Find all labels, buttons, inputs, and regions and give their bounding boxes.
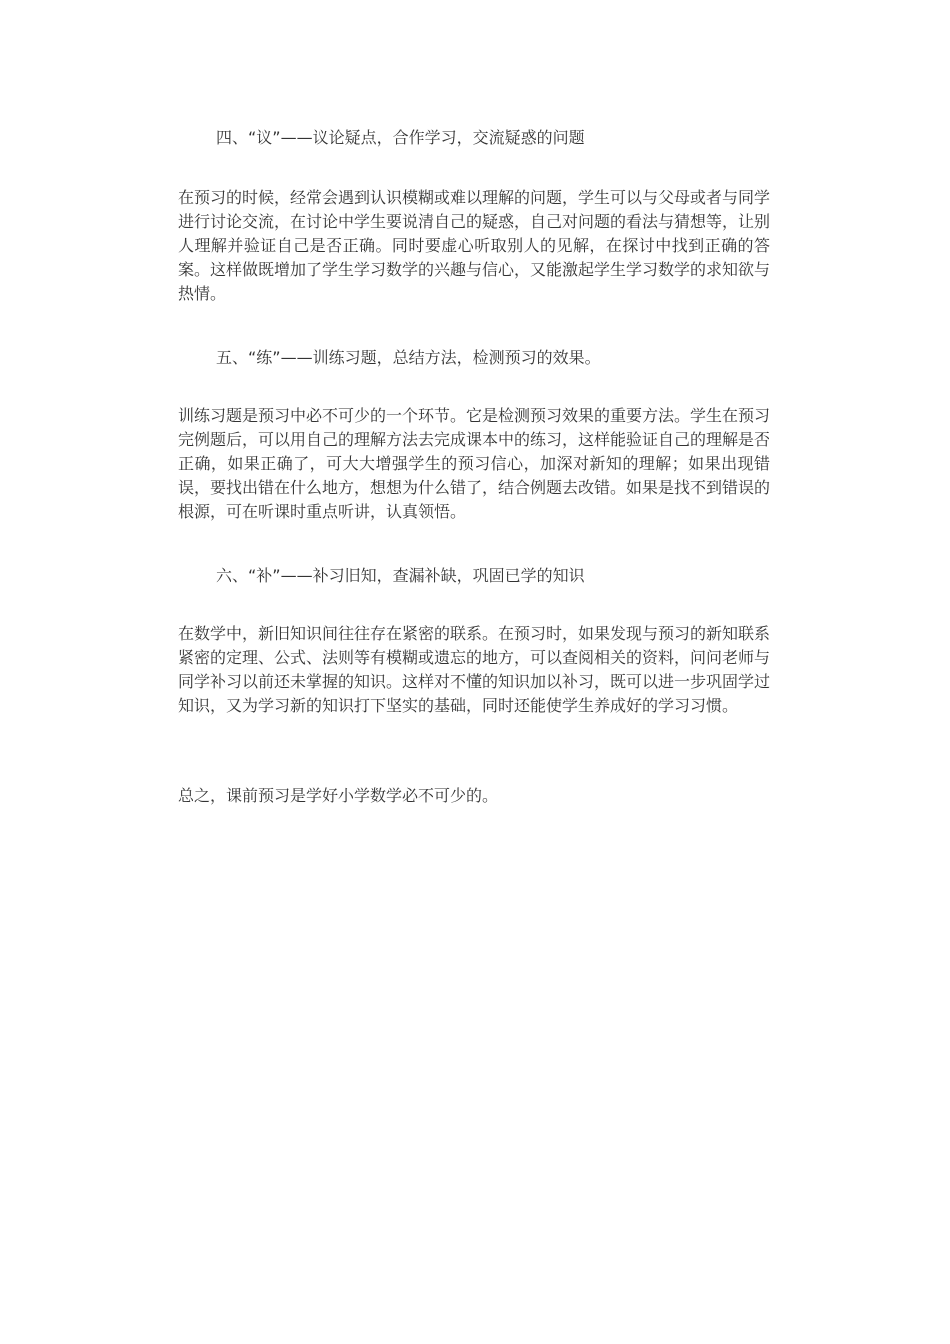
section-body-6: 在数学中，新旧知识间往往存在紧密的联系。在预习时，如果发现与预习的新知联系紧密的定理、公式、法则等有模糊或遗忘的地方，可以查阅相关的资料，问问老师与同学补习以前还未掌握的知识。这样对不懂的知识加以补习，既可以进一步巩固学过知识，又为学习新的知识打下坚实的基础，同时还能使学生养成好的学习习惯。	[178, 624, 771, 715]
section-heading-6: 六、“补”——补习旧知，查漏补缺，巩固已学的知识	[216, 566, 585, 585]
conclusion-paragraph: 总之，课前预习是学好小学数学必不可少的。	[178, 786, 499, 805]
section-body-5: 训练习题是预习中必不可少的一个环节。它是检测预习效果的重要方法。学生在预习完例题后，可以用自己的理解方法去完成课本中的练习，这样能验证自己的理解是否正确，如果正确了，可大大增强学生的预习信心，加深对新知的理解；如果出现错误，要找出错在什么地方，想想为什么错了，结合例题去改错。如果是找不到错误的根源，可在听课时重点听讲，认真领悟。	[178, 406, 771, 521]
section-heading-4: 四、“议”——议论疑点，合作学习，交流疑惑的问题	[216, 128, 585, 147]
section-heading-5: 五、“练”——训练习题，总结方法，检测预习的效果。	[216, 348, 601, 367]
section-body-4: 在预习的时候，经常会遇到认识模糊或难以理解的问题，学生可以与父母或者与同学进行讨论交流，在讨论中学生要说清自己的疑惑，自己对问题的看法与猜想等，让别人理解并验证自己是否正确。同时要虚心听取别人的见解，在探讨中找到正确的答案。这样做既增加了学生学习数学的兴趣与信心，又能激起学生学习数学的求知欲与热情。	[178, 188, 771, 303]
